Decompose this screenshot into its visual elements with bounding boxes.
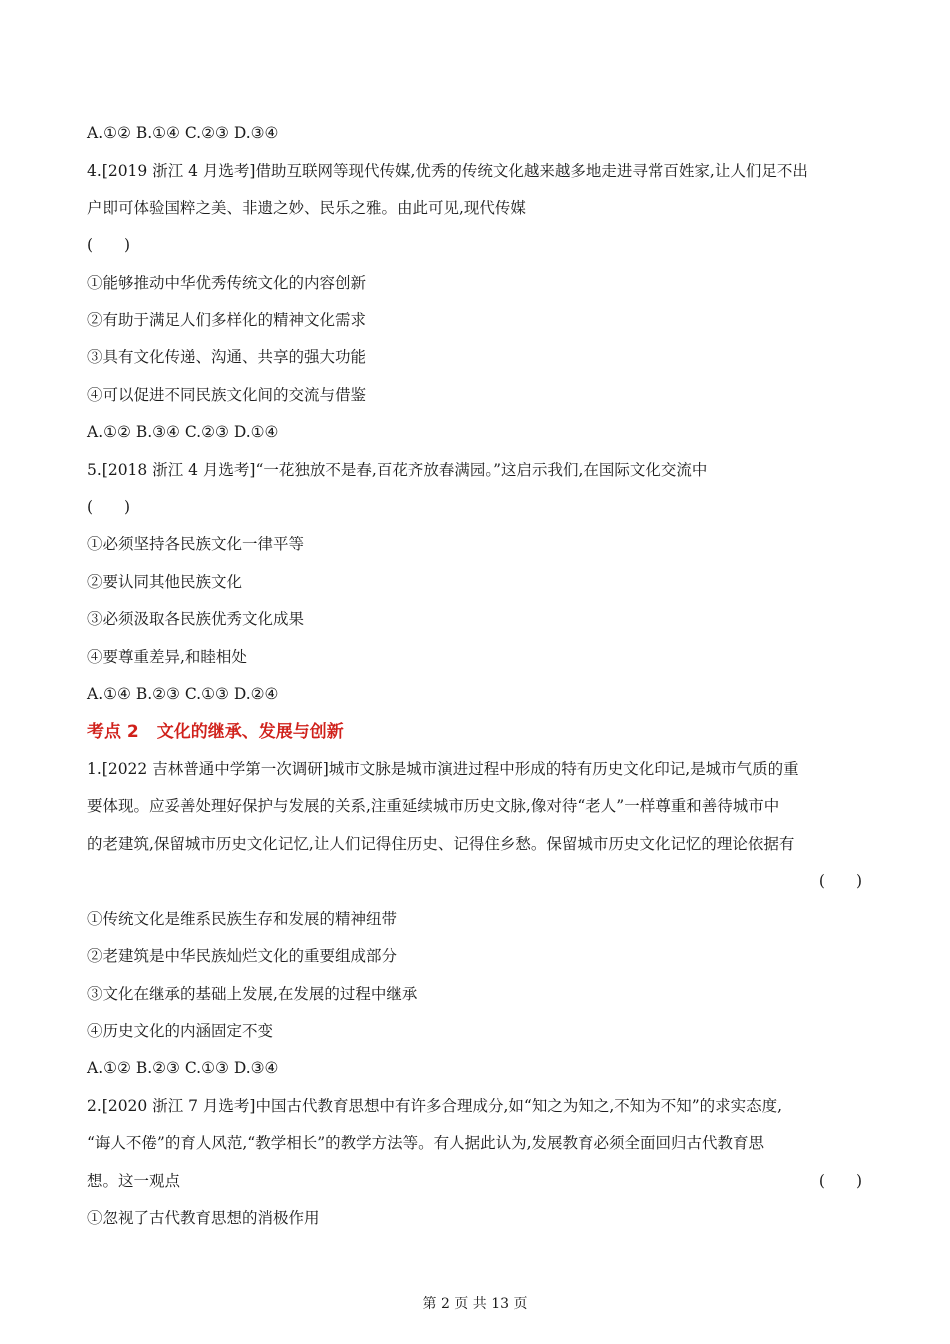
q4-answer-options: A.①② B.③④ C.②③ D.①④ <box>87 423 279 441</box>
q4-stem-line-2: 户即可体验国粹之美、非遗之妙、民乐之雅。由此可见,现代传媒 <box>87 199 526 217</box>
section-heading <box>87 720 344 744</box>
q5-option-4: ④要尊重差异,和睦相处 <box>87 648 247 666</box>
q4-option-2: ②有助于满足人们多样化的精神文化需求 <box>87 311 367 329</box>
q4-answer-blank: ( ) <box>87 236 131 254</box>
q5-option-3: ③必须汲取各民族优秀文化成果 <box>87 610 305 628</box>
p2-option-1: ①忽视了古代教育思想的消极作用 <box>87 1209 320 1227</box>
q5-option-1: ①必须坚持各民族文化一律平等 <box>87 535 305 553</box>
page-number-footer: 第 2 页 共 13 页 <box>422 1296 528 1312</box>
p1-stem-line-3: 的老建筑,保留城市历史文化记忆,让人们记得住历史、记得住乡愁。保留城市历史文化记忆的理论依据有 <box>87 835 795 853</box>
p2-stem-line-2: “诲人不倦”的育人风范,“教学相长”的教学方法等。有人据此认为,发展教育必须全面回归古代教育思 <box>87 1134 765 1152</box>
section-number: 考点 2 <box>87 722 139 742</box>
p1-option-1: ①传统文化是维系民族生存和发展的精神纽带 <box>87 910 398 928</box>
q5-stem-line-1: 5.[2018 浙江 4 月选考]“一花独放不是春,百花齐放春满园。”这启示我们,在国际文化交流中 <box>87 461 708 479</box>
p2-stem-line-3: 想。这一观点 <box>87 1172 181 1190</box>
q4-option-3: ③具有文化传递、沟通、共享的强大功能 <box>87 348 367 366</box>
q4-option-1: ①能够推动中华优秀传统文化的内容创新 <box>87 274 367 292</box>
q4-option-4: ④可以促进不同民族文化间的交流与借鉴 <box>87 386 367 404</box>
p1-stem-line-2: 要体现。应妥善处理好保护与发展的关系,注重延续城市历史文脉,像对待“老人”一样尊重和善待城市中 <box>87 797 780 815</box>
p1-answer-options: A.①② B.②③ C.①③ D.③④ <box>87 1059 279 1077</box>
p1-stem-line-1: 1.[2022 吉林普通中学第一次调研]城市文脉是城市演进过程中形成的特有历史文化印记,是城市气质的重 <box>87 760 799 778</box>
q5-answer-options: A.①④ B.②③ C.①③ D.②④ <box>87 685 279 703</box>
q5-answer-blank: ( ) <box>87 498 131 516</box>
p1-option-4: ④历史文化的内涵固定不变 <box>87 1022 274 1040</box>
q4-stem-line-1: 4.[2019 浙江 4 月选考]借助互联网等现代传媒,优秀的传统文化越来越多地走进寻常百姓家,让人们足不出 <box>87 162 808 180</box>
p1-answer-blank: ( ) <box>818 872 862 890</box>
q3-answer-options: A.①② B.①④ C.②③ D.③④ <box>87 124 279 142</box>
p1-option-2: ②老建筑是中华民族灿烂文化的重要组成部分 <box>87 947 398 965</box>
p2-answer-blank: ( ) <box>818 1172 862 1190</box>
q5-option-2: ②要认同其他民族文化 <box>87 573 243 591</box>
section-title: 文化的继承、发展与创新 <box>156 722 344 742</box>
p2-stem-line-1: 2.[2020 浙江 7 月选考]中国古代教育思想中有许多合理成分,如“知之为知之,不知为不知”的求实态度, <box>87 1097 783 1115</box>
p1-option-3: ③文化在继承的基础上发展,在发展的过程中继承 <box>87 985 418 1003</box>
